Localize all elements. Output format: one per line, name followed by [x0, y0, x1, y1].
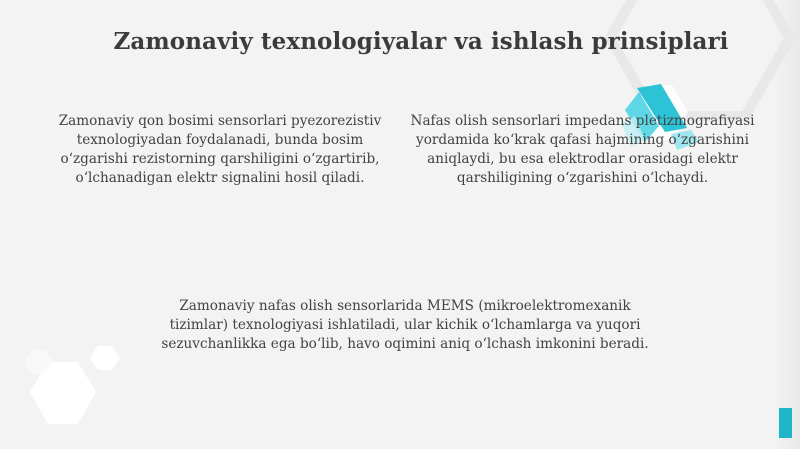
paragraph-respiration: Nafas olish sensorlari impedans pletizmografiyasi yordamida ko‘krak qafasi hajmining o‘zgarishini aniqlaydi, bu esa elektrodlar orasidagi elektr qarshiligining o‘zgarishini o‘lchaydi.: [410, 113, 755, 186]
paragraph-mems: Zamonaviy nafas olish sensorlarida MEMS (mikroelektromexanik tizimlar) texnologiyasi ishlatiladi, ular kichik o‘lchamlarga va yuqori sezuvchanlikka ega bo‘lib, havo oqimini aniq o‘lchash imkonini beradi.: [161, 298, 649, 352]
white-hexagons-bottom-left: [0, 320, 150, 449]
accent-bar: [779, 408, 792, 438]
paragraph-blood-pressure: Zamonaviy qon bosimi sensorlari pyezorezistiv texnologiyadan foydalanadi, bunda bosim o‘zgarishi rezistorning qarshiligini o‘zgartirib, o‘lchanadigan elektr signalini hosil qiladi.: [58, 113, 382, 186]
slide-title: Zamonaviy texnologiyalar va ishlash prinsiplari: [113, 28, 729, 55]
